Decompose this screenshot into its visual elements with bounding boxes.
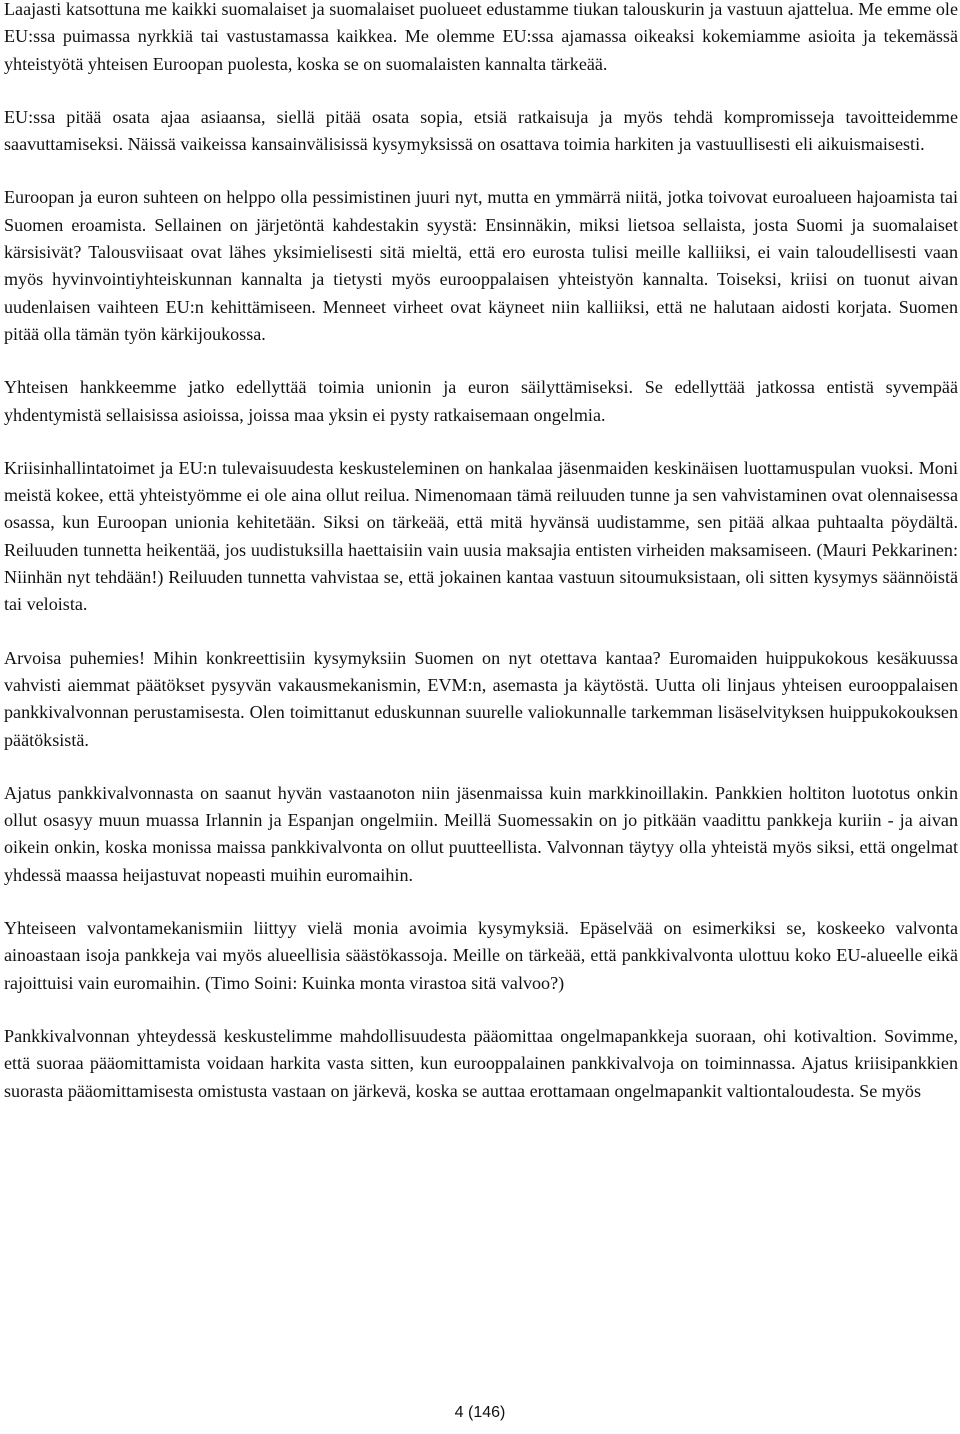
paragraph-4: Yhteisen hankkeemme jatko edellyttää toimia unionin ja euron säilyttämiseksi. Se edellyttää jatkossa entistä syvempää yhdentymistä sellaisissa asioissa, joissa maa yksin ei pysty ratkaisemaan ongelmia. [4, 377, 958, 425]
paragraph-6: Arvoisa puhemies! Mihin konkreettisiin kysymyksiin Suomen on nyt otettava kantaa? Euromaiden huippukokous kesäkuussa vahvisti aiemmat päätökset pysyvän vakausmekanismin, EVM:n, asemasta ja käytöstä. Uutta oli linjaus yhteisen eurooppalaisen pankkivalvonnan perustamisesta. Olen toimittanut eduskunnan suurelle valiokunnalle tarkemman lisäselvityksen huippukokouksen päätöksistä. [4, 647, 958, 750]
paragraph-8: Yhteiseen valvontamekanismiin liittyy vielä monia avoimia kysymyksiä. Epäselvää on esimerkiksi se, koskeeko valvonta ainoastaan isoja pankkeja vai myös alueellisia säästökassoja. Meille on tärkeää, että pankkivalvonta ulottuu koko EU-alueelle eikä rajoittuisi vain euromaihin. (Timo Soini: Kuinka monta virastoa sitä valvoo?) [4, 918, 958, 993]
paragraph-2: EU:ssa pitää osata ajaa asiaansa, siellä pitää osata sopia, etsiä ratkaisuja ja myös tehdä kompromisseja tavoitteidemme saavuttamiseksi. Näissä vaikeissa kansainvälisissä kysymyksissä on osattava toimia harkiten ja vastuullisesti eli aikuismaisesti. [4, 106, 958, 155]
paragraph-3: Euroopan ja euron suhteen on helppo olla pessimistinen juuri nyt, mutta en ymmärrä niitä, jotka toivovat euroalueen hajoamista tai Suomen eroamista. Sellainen on järjetöntä kahdestakin syystä: Ensinnäkin, miksi lietsoa sellaista, josta Suomi ja suomalaiset kärsisivät? Talousviisaat ovat lähes yksimielisesti sitä mieltä, että ero eurosta tulisi meille kalliiksi, ei vain taloudellisesti vaan myös hyvinvointiyhteiskunnan kannalta ja tietysti myös eurooppalaisen yhteistyön kannalta. Toiseksi, kriisi on tuonut aivan uudenlaisen vaihteen EU:n kehittämiseen. Menneet virheet ovat käyneet niin kalliiksi, että ne halutaan aidosti korjata. Suomen pitää olla tämän työn kärkijoukossa. [4, 187, 958, 344]
paragraph-9: Pankkivalvonnan yhteydessä keskustelimme mahdollisuudesta pääomittaa ongelmapankkeja suoraan, ohi kotivaltion. Sovimme, että suoraa pääomittamista voidaan harkita vasta sitten, kun eurooppalainen pankkivalvoja on toiminnassa. Ajatus kriisipankkien suorasta pääomittamisesta omistusta vastaan on järkevä, koska se auttaa erottamaan ongelmapankit valtiontaloudesta. Se myös [4, 1025, 958, 1101]
paragraph-7: Ajatus pankkivalvonnasta on saanut hyvän vastaanoton niin jäsenmaissa kuin markkinoillakin. Pankkien holtiton luototus onkin ollut osasyy muun muassa Irlannin ja Espanjan ongelmiin. Meillä Suomessakin on jo pitkään vaadittu pankkeja kuriin - ja aivan oikein onkin, koska monissa maissa pankkivalvonta on ollut puutteellista. Valvonnan täytyy olla yhteistä myös siksi, että ongelmat yhdessä maassa heijastuvat nopeasti muihin euromaihin. [4, 782, 958, 885]
paragraph-5: Kriisinhallintatoimet ja EU:n tulevaisuudesta keskusteleminen on hankalaa jäsenmaiden keskinäisen luottamuspulan vuoksi. Moni meistä kokee, että yhteistyömme ei ole aina ollut reilua. Nimenomaan tämä reiluuden tunne ja sen vahvistaminen ovat olennaisessa osassa, kun Euroopan unionia kehitetään. Siksi on tärkeää, että mitä hyvänsä uudistamme, sen pitää alkaa puhtaalta pöydältä. Reiluuden tunnetta heikentää, jos uudistuksilla haettaisiin vain uusia maksajia entisten virheiden maksamiseen. (Mauri Pekkarinen: Niinhän nyt tehdään!) Reiluuden tunnetta vahvistaa se, että jokainen kantaa vastuun sitoumuksistaan, oli sitten kysymys säännöistä tai veloista. [4, 457, 958, 615]
paragraph-1: Laajasti katsottuna me kaikki suomalaiset ja suomalaiset puolueet edustamme tiukan talouskurin ja vastuun ajattelua. Me emme ole EU:ssa puimassa nyrkkiä tai vastustamassa kaikkea. Me olemme EU:ssa ajamassa oikeaksi kokemiamme asioita ja tekemässä yhteistyötä yhteisen Euroopan puolesta, koska se on suomalaisten kannalta tärkeää. [4, 0, 958, 74]
document-body [4, 0, 958, 1131]
page-number: 4 (146) [454, 1404, 506, 1421]
